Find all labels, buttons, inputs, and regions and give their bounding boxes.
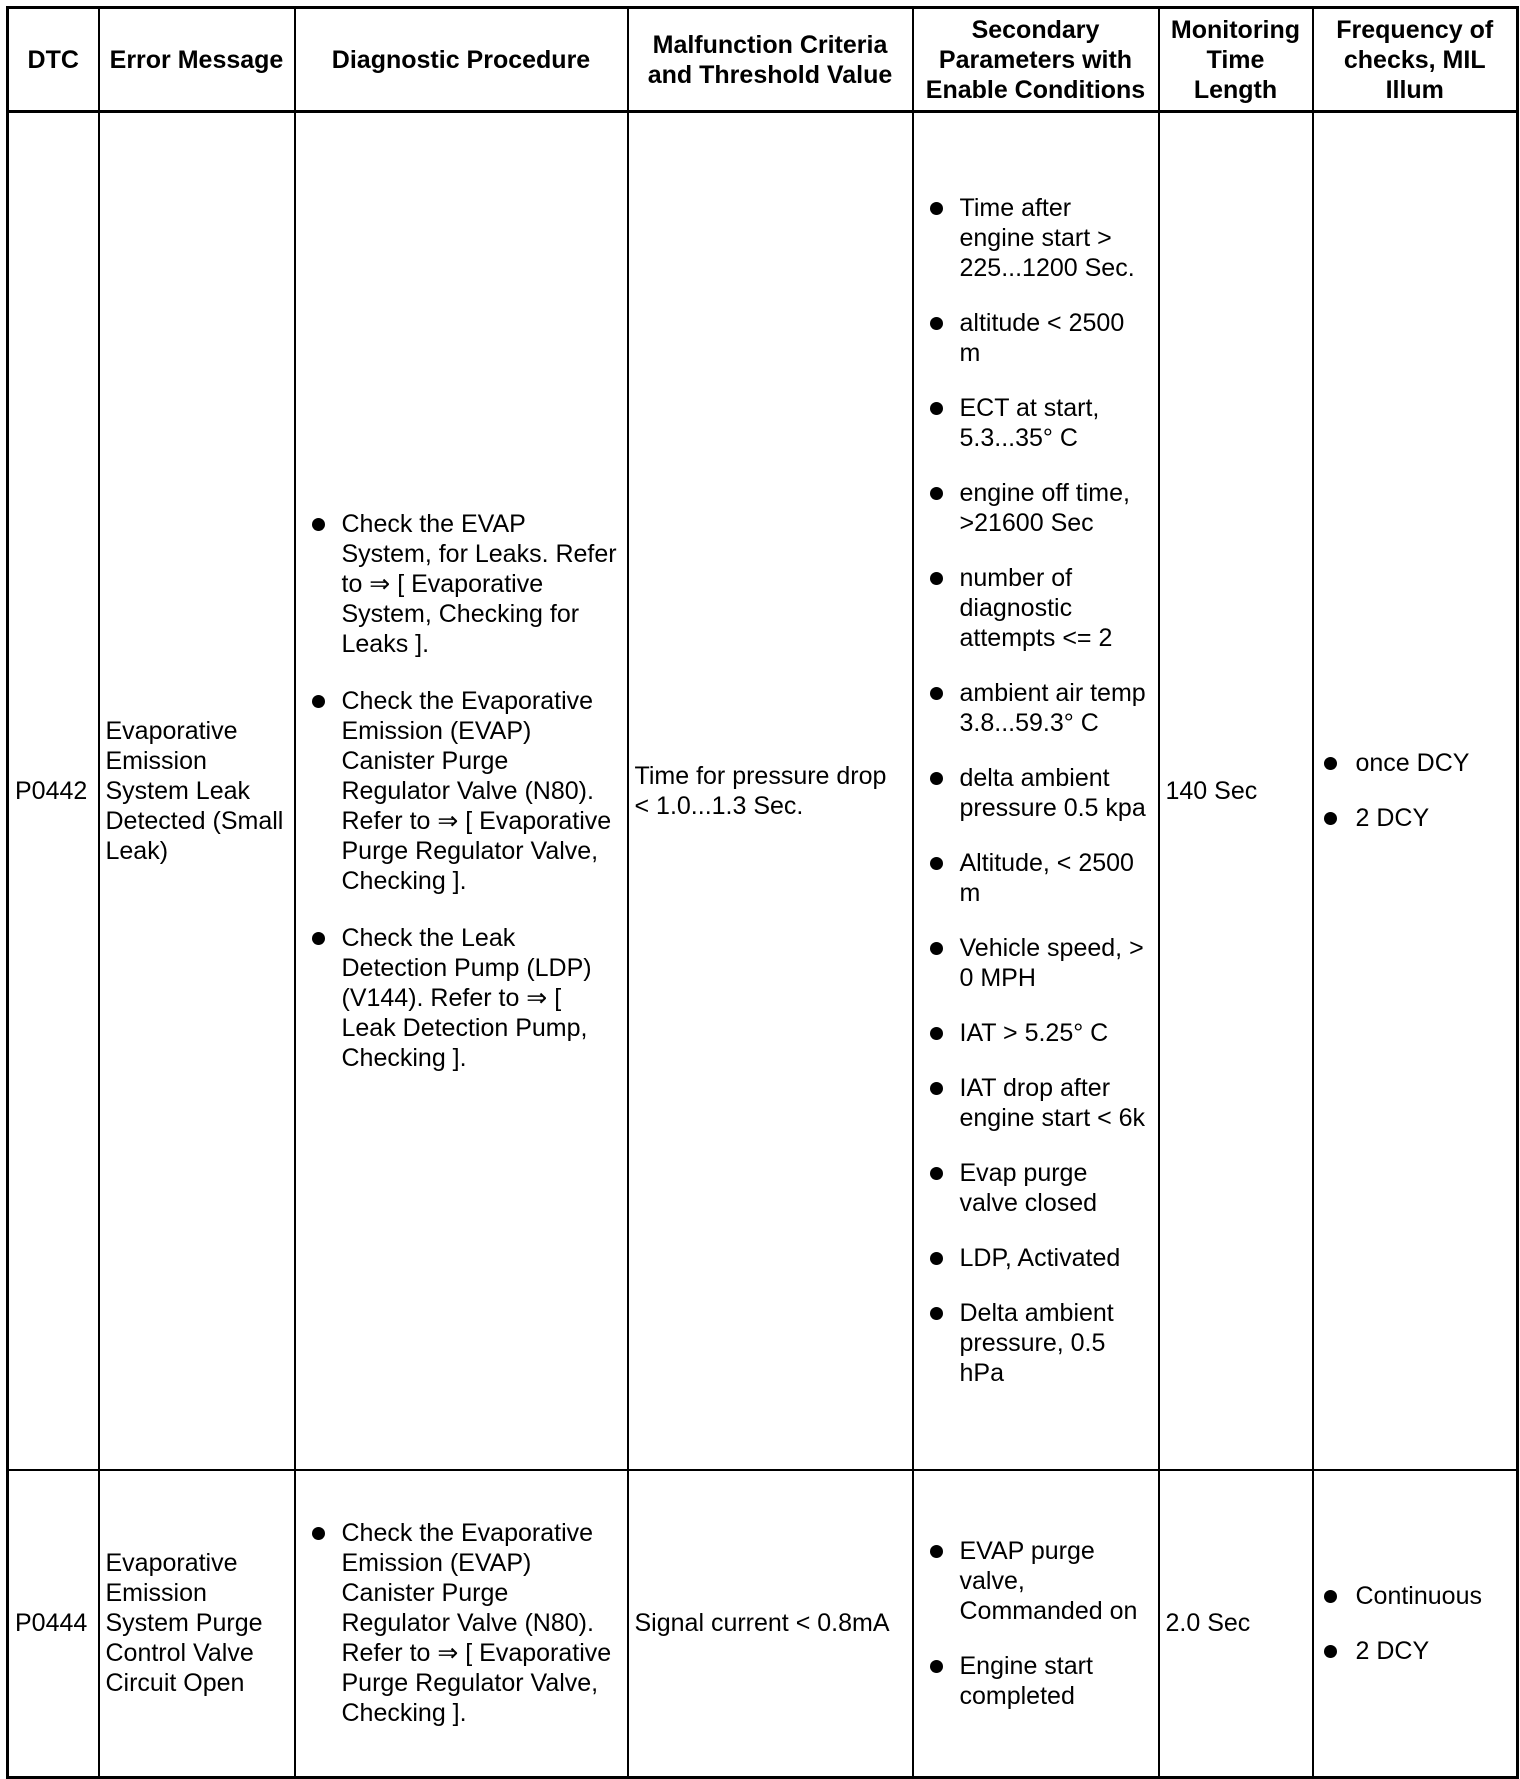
frequency-list [1320, 748, 1511, 833]
dtc-code: P0442 [8, 112, 99, 1470]
header-dtc: DTC [8, 8, 99, 112]
error-message: Evaporative Emission System Purge Control Valve Circuit Open [99, 1470, 295, 1778]
header-error-message: Error Message [99, 8, 295, 112]
secondary-parameters-list [920, 1536, 1152, 1711]
header-malfunction-criteria: Malfunction Criteria and Threshold Value [628, 8, 913, 112]
diagnostic-procedure [295, 112, 628, 1470]
list-item: 2 DCY [1320, 1636, 1511, 1666]
dtc-code: P0444 [8, 1470, 99, 1778]
list-item: Continuous [1320, 1581, 1511, 1611]
list-item: engine off time, >21600 Sec [920, 478, 1152, 538]
list-item: Check the Evaporative Emission (EVAP) Canister Purge Regulator Valve (N80). Refer to ⇒ [ Evaporative Purge Regulator Valve, Checking ]. [302, 1518, 621, 1728]
malfunction-criteria: Time for pressure drop < 1.0...1.3 Sec. [628, 112, 913, 1470]
dtc-table [6, 6, 1519, 1779]
header-secondary-parameters: Secondary Parameters with Enable Conditions [913, 8, 1159, 112]
list-item: ECT at start, 5.3...35° C [920, 393, 1152, 453]
list-item: once DCY [1320, 748, 1511, 778]
list-item: 2 DCY [1320, 803, 1511, 833]
list-item: Vehicle speed, > 0 MPH [920, 933, 1152, 993]
table-row [8, 1470, 1518, 1778]
list-item: IAT drop after engine start < 6k [920, 1073, 1152, 1133]
diagnostic-procedure-list [302, 509, 621, 1073]
list-item: Evap purge valve closed [920, 1158, 1152, 1218]
monitoring-time: 140 Sec [1159, 112, 1313, 1470]
secondary-parameters-list [920, 193, 1152, 1388]
list-item: Delta ambient pressure, 0.5 hPa [920, 1298, 1152, 1388]
list-item: Time after engine start > 225...1200 Sec. [920, 193, 1152, 283]
header-diagnostic-procedure: Diagnostic Procedure [295, 8, 628, 112]
list-item: Check the Leak Detection Pump (LDP) (V144). Refer to ⇒ [ Leak Detection Pump, Checking ]. [302, 923, 621, 1073]
secondary-parameters [913, 1470, 1159, 1778]
secondary-parameters [913, 112, 1159, 1470]
list-item: ambient air temp 3.8...59.3° C [920, 678, 1152, 738]
list-item: LDP, Activated [920, 1243, 1152, 1273]
list-item: number of diagnostic attempts <= 2 [920, 563, 1152, 653]
frequency [1313, 1470, 1518, 1778]
list-item: Altitude, < 2500 m [920, 848, 1152, 908]
diagnostic-procedure [295, 1470, 628, 1778]
frequency-list [1320, 1581, 1511, 1666]
header-monitoring-time: Monitoring Time Length [1159, 8, 1313, 112]
error-message: Evaporative Emission System Leak Detected (Small Leak) [99, 112, 295, 1470]
list-item: delta ambient pressure 0.5 kpa [920, 763, 1152, 823]
frequency [1313, 112, 1518, 1470]
header-frequency: Frequency of checks, MIL Illum [1313, 8, 1518, 112]
diagnostic-procedure-list [302, 1518, 621, 1728]
list-item: EVAP purge valve, Commanded on [920, 1536, 1152, 1626]
list-item: Check the EVAP System, for Leaks. Refer to ⇒ [ Evaporative System, Checking for Leaks ]. [302, 509, 621, 659]
list-item: IAT > 5.25° C [920, 1018, 1152, 1048]
list-item: Engine start completed [920, 1651, 1152, 1711]
list-item: Check the Evaporative Emission (EVAP) Canister Purge Regulator Valve (N80). Refer to ⇒ [ Evaporative Purge Regulator Valve, Checking ]. [302, 686, 621, 896]
monitoring-time: 2.0 Sec [1159, 1470, 1313, 1778]
table-row [8, 112, 1518, 1470]
malfunction-criteria: Signal current < 0.8mA [628, 1470, 913, 1778]
table-header-row [8, 8, 1518, 112]
list-item: altitude < 2500 m [920, 308, 1152, 368]
